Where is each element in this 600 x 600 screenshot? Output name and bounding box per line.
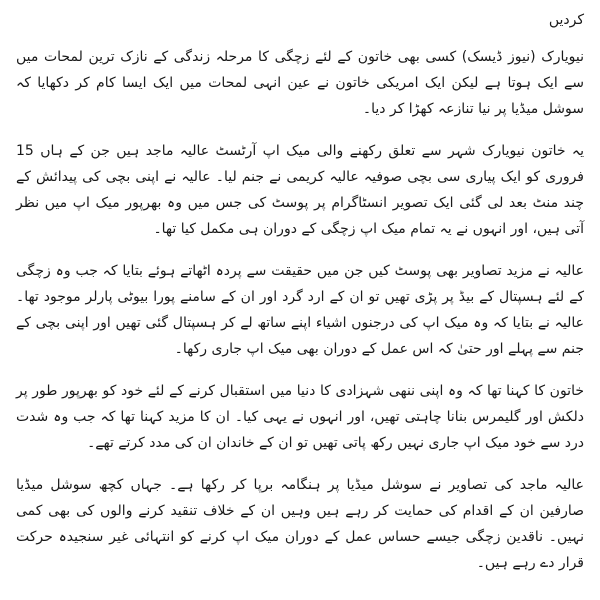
article-paragraph-1: نیویارک (نیوز ڈیسک) کسی بھی خاتون کے لئے زچگی کا مرحلہ زندگی کے نازک ترین لمحات میں سے ایک ہوتا ہے لیکن ایک امریکی خاتون نے عین انہی لمحات میں ایک ایسا کام کر دکھایا کہ سوشل میڈیا پر نیا تنازعہ کھڑا کر دیا۔ — [16, 49, 584, 117]
article-paragraph-2: یہ خاتون نیویارک شہر سے تعلق رکھنے والی میک اپ آرٹسٹ عالیہ ماجد ہیں جن کے ہاں 15 فروری کو ایک پیاری سی بچی صوفیہ عالیہ کریمی نے جنم لیا۔ عالیہ نے اپنی بچی کی پیدائش کے چند منٹ بعد لی گئی ایک تصویر انسٹاگرام پر پوسٹ کی جس میں وہ بھرپور میک اپ میں نظر آتی ہیں، اور انہوں نے یہ تمام میک اپ زچگی کے دوران ہی مکمل کیا تھا۔ — [16, 143, 584, 237]
previous-paragraph-fragment: کردیں — [548, 12, 584, 28]
article-paragraph-4: خاتون کا کہنا تھا کہ وہ اپنی ننھی شہزادی کا دنیا میں استقبال کرنے کے لئے خود کو بھرپور طور پر دلکش اور گلیمرس بنانا چاہتی تھیں، اور انہوں نے یہی کیا۔ ان کا مزید کہنا تھا کہ جب وہ شدت درد سے خود میک اپ جاری نہیں رکھ پاتی تھیں تو ان کے خاندان ان کی مدد کرتے تھے۔ — [16, 383, 584, 451]
article-paragraph-3: عالیہ نے مزید تصاویر بھی پوسٹ کیں جن میں حقیقت سے پردہ اٹھاتے ہوئے بتایا کہ جب وہ زچگی کے لئے ہسپتال کے بیڈ پر پڑی تھیں تو ان کے ارد گرد اور ان کے سامنے پورا بیوٹی پارلر موجود تھا۔ عالیہ نے بتایا کہ وہ میک اپ کی درجنوں اشیاء اپنے ساتھ لے کر ہسپتال گئی تھیں اور اپنی بچی کے جنم سے پہلے اور حتیٰ کہ اس عمل کے دوران بھی میک اپ جاری رکھا۔ — [16, 263, 584, 357]
article-paragraph-5: عالیہ ماجد کی تصاویر نے سوشل میڈیا پر ہنگامہ برپا کر رکھا ہے۔ جہاں کچھ سوشل میڈیا صارفین ان کے اقدام کی حمایت کر رہے ہیں وہیں ان کے خلاف تنقید کرنے والوں کی بھی کمی نہیں۔ ناقدین زچگی جیسے حساس عمل کے دوران میک اپ کرنے کو انتہائی غیر سنجیدہ حرکت قرار دے رہے ہیں۔ — [16, 477, 584, 571]
